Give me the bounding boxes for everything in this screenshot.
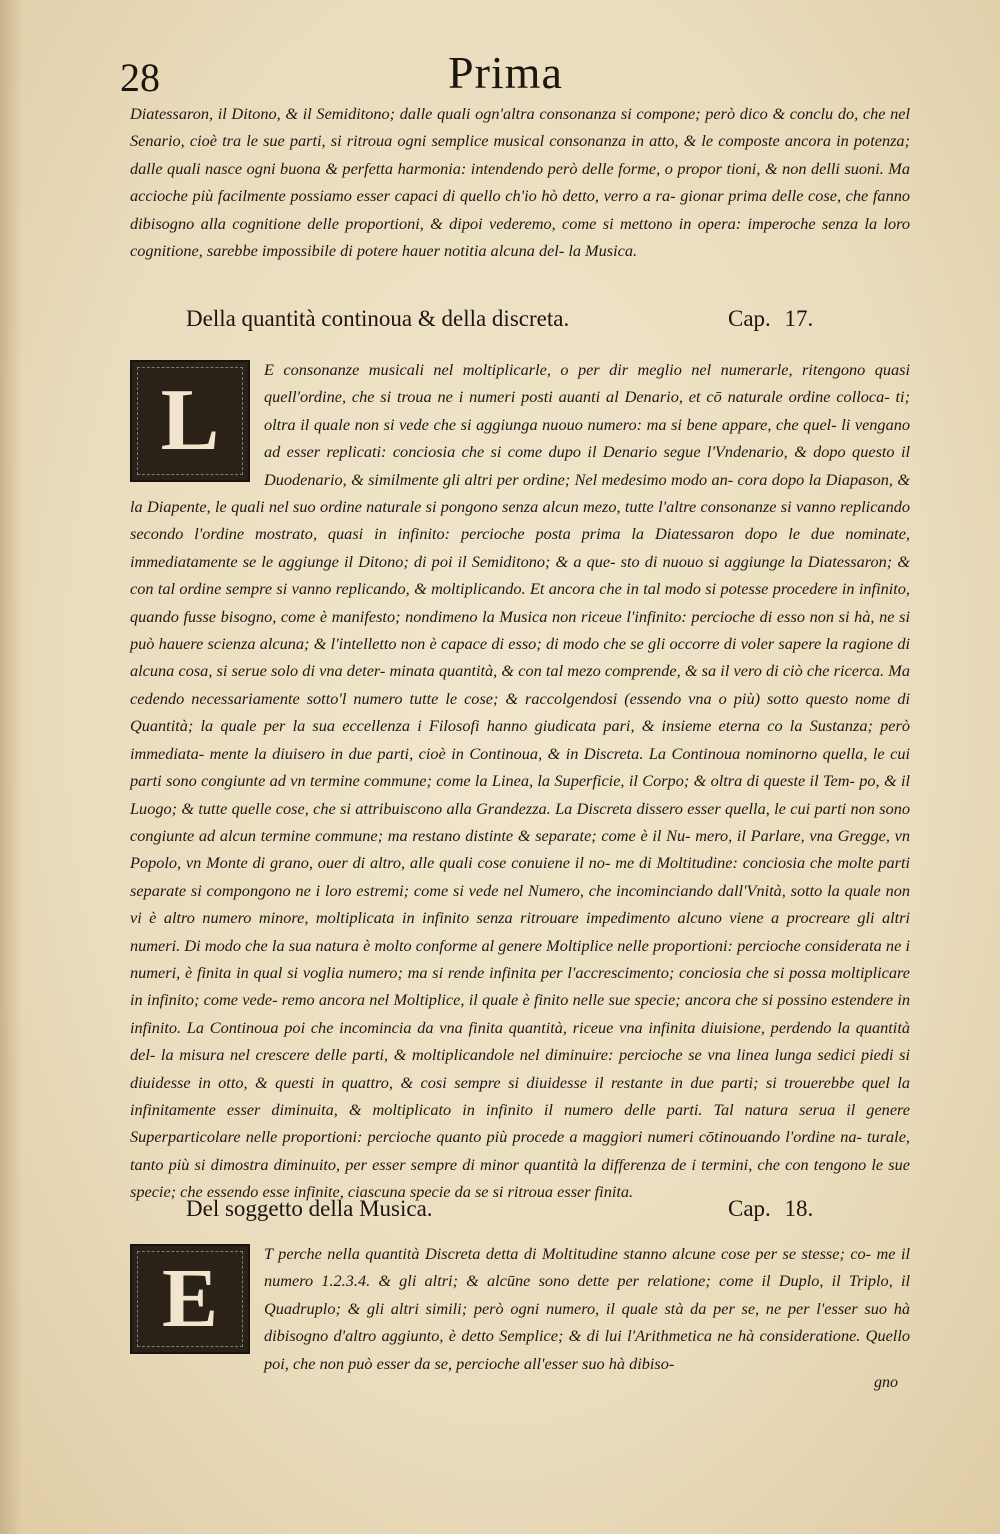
running-head bbox=[118, 46, 878, 100]
decorated-initial-l: L bbox=[130, 360, 250, 482]
page-edge-shadow bbox=[0, 0, 22, 1534]
chapter-17-heading bbox=[130, 306, 870, 346]
chapter-17-text: E consonanze musicali nel moltiplicarle, o per dir meglio nel numerarle, ritengono quasi quell'ordine, che si troua ne i numeri posti auanti al Denario, et cō naturale ordine colloca- ti; oltra il quale non si vede che si aggiunga nuouo numero: ma si bene appare, che quel- li vengano ad esser replicati: conciosia che si come dupo il Denario segue l'Vndenario, & dopo questo il Duodenario, & similmente gli altri per ordine; Nel medesimo modo an- cora dopo la Diapason, & la Diapente, le quali nel suo ordine naturale si pongono senza alcun mezo, tutte l'altre consonanze si vanno replicando secondo l'ordine mostrato, quasi in infinito: percioche posta prima la Diatessaron dopo le due nominate, immediatamente se le aggiunge il Ditono; di poi il Semiditono; & a que- sto di nuouo si aggiunge la Diatessaron; & con tal ordine sempre si vanno replicando, & moltiplicando. Et ancora che in tal modo si potesse procedere in infinito, quando fusse bisogno, come è manifesto; nondimeno la Musica non riceue l'infinito: percioche di esso non si hà, ne si può hauere scienza alcuna; & l'intelletto non è capace di esso; di modo che se gli occorre di voler sapere la ragione di alcuna cosa, si serue solo di vna deter- minata quantità, & con tal mezo comprende, & sa il vero di ciò che ricerca. Ma cedendo necessariamente sotto'l numero tutte le cose; & raccolgendosi (essendo vna o più) sotto questo nome di Quantità; la quale per la sua eccellenza i Filosofi hanno giudicata pari, & insieme eterna co la Sustanza; però immediata- mente la diuisero in due parti, cioè in Continoua, & in Discreta. La Continoua nominorno quella, le cui parti sono congiunte ad vn termine commune; come la Linea, la Superficie, il Corpo; & oltra di queste il Tem- po, & il Luogo; & tutte quelle cose, che si attribuiscono alla Grandezza. La Discreta dissero esser quella, le cui parti non sono congiunte ad alcun termine commune; ma restano distinte & separate; come è il Nu- mero, il Parlare, vna Gregge, vn Popolo, vn Monte di grano, ouer di altro, alle quali cose conuiene il no- me di Moltitudine: conciosia che molte parti separate si compongono ne i loro estremi; come si vede nel Numero, che incominciando dall'Vnità, sotto la quale non vi è altro numero minore, moltiplicata in infinito senza ritrouare impedimento alcuno viene a procreare gli altri numeri. Di modo che la sua natura è molto conforme al genere Moltiplice nelle proportioni: percioche considerata ne i numeri, è finita in qual si voglia numero; ma si rende infinita per l'accrescimento; conciosia che si possa moltiplicare in infinito; come vede- remo ancora nel Moltiplice, il quale è finito nelle sue specie; ancora che si possino estendere in infinito. La Continoua poi che incomincia da vna finita quantità, riceue vna infinita diuisione, perdendo la quantità del- la misura nel crescere delle parti, & moltiplicandole nel diminuire: percioche se vna linea lunga sedici piedi si diuidesse in otto, & questi in quattro, & cosi sempre si diuidesse il restante in due parti; si trouerebbe quel la infinitamente esser diminuita, & moltiplicato in infinito il numero delle parti. Tal natura serua il genere Superparticolare nelle proportioni: percioche quanto più procede a maggiori numeri cōtinouando l'ordine na- turale, tanto più si dimostra diminuito, per esser sempre di minor quantità la differenza de i termini, che con tengono le sue specie; che essendo esse infinite, ciascuna specie da se si ritroua esser finita. bbox=[130, 360, 910, 1202]
chapter-17-number: Cap. 17. bbox=[728, 306, 814, 331]
chapter-18-title: Del soggetto della Musica. bbox=[186, 1196, 433, 1221]
chapter-18-text: T perche nella quantità Discreta detta di Moltitudine stanno alcune cose per se stesse; co- me il numero 1.2.3.4. & gli altri; & alcūne sono dette per relatione; come il Duplo, il Triplo, il Quadruplo; & gli altri simili; però ogni numero, il quale stà da per se, ne per l'esser suo hà dibisogno d'altro aggiunto, è detto Semplice; & di lui l'Arithmetica ne hà consideratione. Quello poi, che non può esser da se, percioche all'esser suo hà dibiso- bbox=[264, 1244, 910, 1373]
decorated-initial-e: E bbox=[130, 1244, 250, 1354]
chapter-18-body bbox=[130, 1240, 910, 1377]
intro-paragraph bbox=[130, 100, 910, 264]
intro-text: Diatessaron, il Ditono, & il Semiditono; dalle quali ogn'altra consonanza si compone; però dico & conclu do, che nel Senario, cioè tra le sue parti, si ritroua ogni semplice musical consonanza in atto, & le composte ancora in potenza; dalle quali nasce ogni buona & perfetta harmonia: intendendo però delle forme, o propor tioni, & non delli suoni. Ma accioche più facilmente possiamo esser capaci di quello ch'io hò detto, verro a ra- gionar prima delle cose, che fanno dibisogno alla cognitione delle proportioni, & dipoi vederemo, come si mettono in opera: imperoche senza la loro cognitione, sarebbe impossibile di potere hauer notitia alcuna del- la Musica. bbox=[130, 104, 910, 261]
catchword: gno bbox=[874, 1374, 898, 1391]
chapter-18-number: Cap. 18. bbox=[728, 1196, 814, 1221]
chapter-18-heading bbox=[130, 1196, 870, 1236]
running-title: Prima bbox=[448, 47, 563, 98]
page-number: 28 bbox=[120, 55, 160, 100]
chapter-17-body bbox=[130, 356, 910, 1206]
chapter-17-title: Della quantità continoua & della discreta. bbox=[186, 306, 570, 331]
